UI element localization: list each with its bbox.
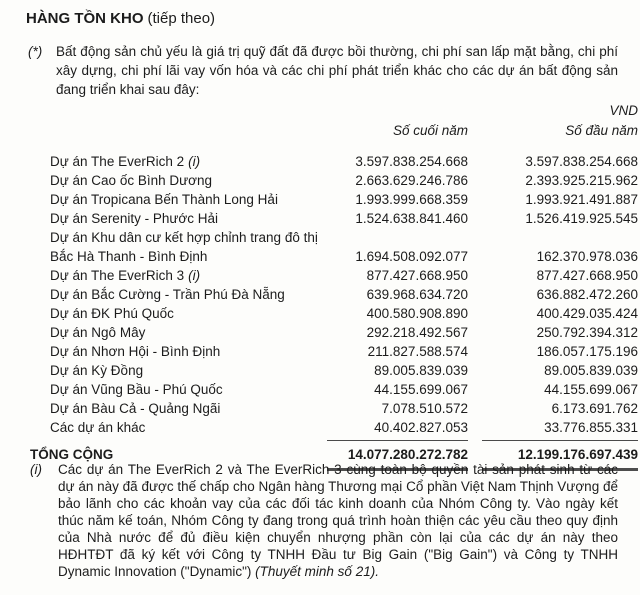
- project-name: Dự án Bàu Cả - Quảng Ngãi: [50, 401, 221, 416]
- project-name: Dự án Tropicana Bến Thành Long Hải: [50, 192, 278, 207]
- note-reference: (Thuyết minh số 21).: [255, 564, 379, 579]
- asterisk-marker: (*): [28, 44, 43, 59]
- beginning-of-year-value: 2.393.925.215.962: [525, 173, 638, 188]
- table-row: [30, 361, 638, 380]
- table-row: [30, 209, 638, 228]
- beginning-of-year-value: 186.057.175.196: [536, 344, 638, 359]
- beginning-of-year-value: 6.173.691.762: [551, 401, 638, 416]
- total-end-of-year-value: 14.077.280.272.782: [347, 447, 468, 462]
- project-name: Dự án Kỳ Đồng: [50, 363, 144, 378]
- project-note-marker: (i): [188, 154, 201, 169]
- beginning-of-year-value: 33.776.855.331: [544, 420, 638, 435]
- project-name-cell: [30, 361, 338, 380]
- beginning-of-year-value: 1.526.419.925.545: [525, 211, 638, 226]
- project-name: Dự án Nhơn Hội - Bình Định: [50, 344, 221, 359]
- total-beginning-of-year-value: 12.199.176.697.439: [517, 447, 638, 462]
- footnote-i: [30, 461, 618, 580]
- table-row: [30, 304, 638, 323]
- table-row: [30, 399, 638, 418]
- section-title: HÀNG TỒN KHO: [26, 10, 144, 27]
- beginning-of-year-value: 636.882.472.260: [536, 287, 638, 302]
- page-title: [26, 10, 215, 27]
- project-name-cell: [30, 190, 338, 209]
- project-name-cell: [30, 209, 338, 228]
- asterisk-note: [28, 42, 618, 99]
- beginning-of-year-value: 3.597.838.254.668: [525, 154, 638, 169]
- end-of-year-value: 1.993.999.668.359: [355, 192, 468, 207]
- end-of-year-value: 2.663.629.246.786: [355, 173, 468, 188]
- project-name: Dự án Ngô Mây: [50, 325, 146, 340]
- beginning-of-year-value: 250.792.394.312: [536, 325, 638, 340]
- table-row: [30, 323, 638, 342]
- rule-end-column: [327, 440, 468, 444]
- table-row: [30, 152, 638, 171]
- project-name: Dự án Cao ốc Bình Dương: [50, 173, 213, 188]
- table-row: [30, 190, 638, 209]
- table-row: [30, 266, 638, 285]
- project-name-cell: [30, 323, 338, 342]
- end-of-year-value: 40.402.827.053: [374, 420, 468, 435]
- section-continued-label: (tiếp theo): [147, 10, 216, 27]
- beginning-of-year-value: 1.993.921.491.887: [525, 192, 638, 207]
- beginning-of-year-value: 44.155.699.067: [544, 382, 638, 397]
- currency-unit-label: VND: [609, 103, 638, 118]
- beginning-of-year-column-header: Số đầu năm: [565, 123, 638, 138]
- project-name: Dự án The EverRich 2: [50, 154, 185, 169]
- end-of-year-value: 211.827.588.574: [367, 344, 468, 359]
- inventory-projects-table: [30, 152, 638, 473]
- project-name-cell: [30, 266, 338, 285]
- subtotal-rule: [30, 440, 638, 444]
- table-row: [30, 228, 638, 266]
- project-name-cell: [30, 152, 338, 171]
- table-row: [30, 380, 638, 399]
- end-of-year-value: 44.155.699.067: [374, 382, 468, 397]
- project-name-cell: [30, 171, 338, 190]
- project-rows: [30, 152, 638, 437]
- footnote-body: Các dự án The EverRich 2 và The EverRich 3 cùng toàn bộ quyền tài sản phát sinh từ các dự án này đã được thế chấp cho Ngân hàng Thương mại Cổ phần Việt Nam Thịnh Vượng để bảo lãnh cho các khoản vay của các đối tác kinh doanh của Nhóm Công ty. Vào ngày kết thúc năm kế toán, Nhóm Công ty đang trong quá trình hoàn thiện các yêu cầu theo quy định của Nhà nước để đủ điều kiện chuyển nhượng phần còn lại của các dự án này theo HĐHTĐT đã ký kết với Công ty TNHH Đầu tư Big Gain ("Big Gain") và Công ty TNHH Dynamic Innovation ("Dynamic"): [58, 462, 618, 579]
- project-name: Dự án Vũng Bầu - Phú Quốc: [50, 382, 223, 397]
- end-of-year-value: 400.580.908.890: [366, 306, 468, 321]
- project-name-cell: [30, 399, 338, 418]
- beginning-of-year-value: 162.370.978.036: [536, 249, 638, 264]
- end-of-year-value: 1.694.508.092.077: [355, 249, 468, 264]
- project-name: Dự án Bắc Cường - Trần Phú Đà Nẵng: [50, 287, 285, 302]
- table-row: [30, 418, 638, 437]
- project-name: Dự án Khu dân cư kết hợp chỉnh trang đô thị Bắc Hà Thanh - Bình Định: [50, 230, 318, 264]
- end-of-year-value: 7.078.510.572: [381, 401, 468, 416]
- end-of-year-value: 639.968.634.720: [366, 287, 468, 302]
- rule-begin-column: [482, 440, 638, 444]
- end-of-year-value: 89.005.839.039: [374, 363, 468, 378]
- project-name-cell: [30, 285, 338, 304]
- table-row: [30, 171, 638, 190]
- table-row: [30, 342, 638, 361]
- end-of-year-value: 877.427.668.950: [366, 268, 468, 283]
- project-name: Dự án The EverRich 3: [50, 268, 185, 283]
- project-name: Các dự án khác: [50, 420, 146, 435]
- end-of-year-column-header: Số cuối năm: [392, 123, 468, 138]
- beginning-of-year-value: 877.427.668.950: [536, 268, 638, 283]
- table-row: [30, 285, 638, 304]
- footnote-marker: (i): [30, 462, 42, 477]
- project-name: Dự án ĐK Phú Quốc: [50, 306, 174, 321]
- end-of-year-value: 3.597.838.254.668: [355, 154, 468, 169]
- footnote-text: [58, 461, 618, 580]
- project-name: Dự án Serenity - Phước Hải: [50, 211, 218, 226]
- project-name-cell: [30, 228, 338, 266]
- end-of-year-value: 292.218.492.567: [366, 325, 468, 340]
- project-name-cell: [30, 418, 338, 437]
- total-label: TỔNG CỘNG: [30, 447, 114, 462]
- end-of-year-value: 1.524.638.841.460: [355, 211, 468, 226]
- project-name-cell: [30, 380, 338, 399]
- beginning-of-year-value: 400.429.035.424: [536, 306, 638, 321]
- project-name-cell: [30, 304, 338, 323]
- asterisk-note-text: Bất động sản chủ yếu là giá trị quỹ đất đã được bồi thường, chi phí san lấp mặt bằng, chi phí xây dựng, chi phí lãi vay vốn hóa và các chi phí phát triển khác cho các dự án bất động sản đang triển khai sau đây:: [56, 44, 618, 97]
- project-name-cell: [30, 342, 338, 361]
- beginning-of-year-value: 89.005.839.039: [544, 363, 638, 378]
- project-note-marker: (i): [188, 268, 201, 283]
